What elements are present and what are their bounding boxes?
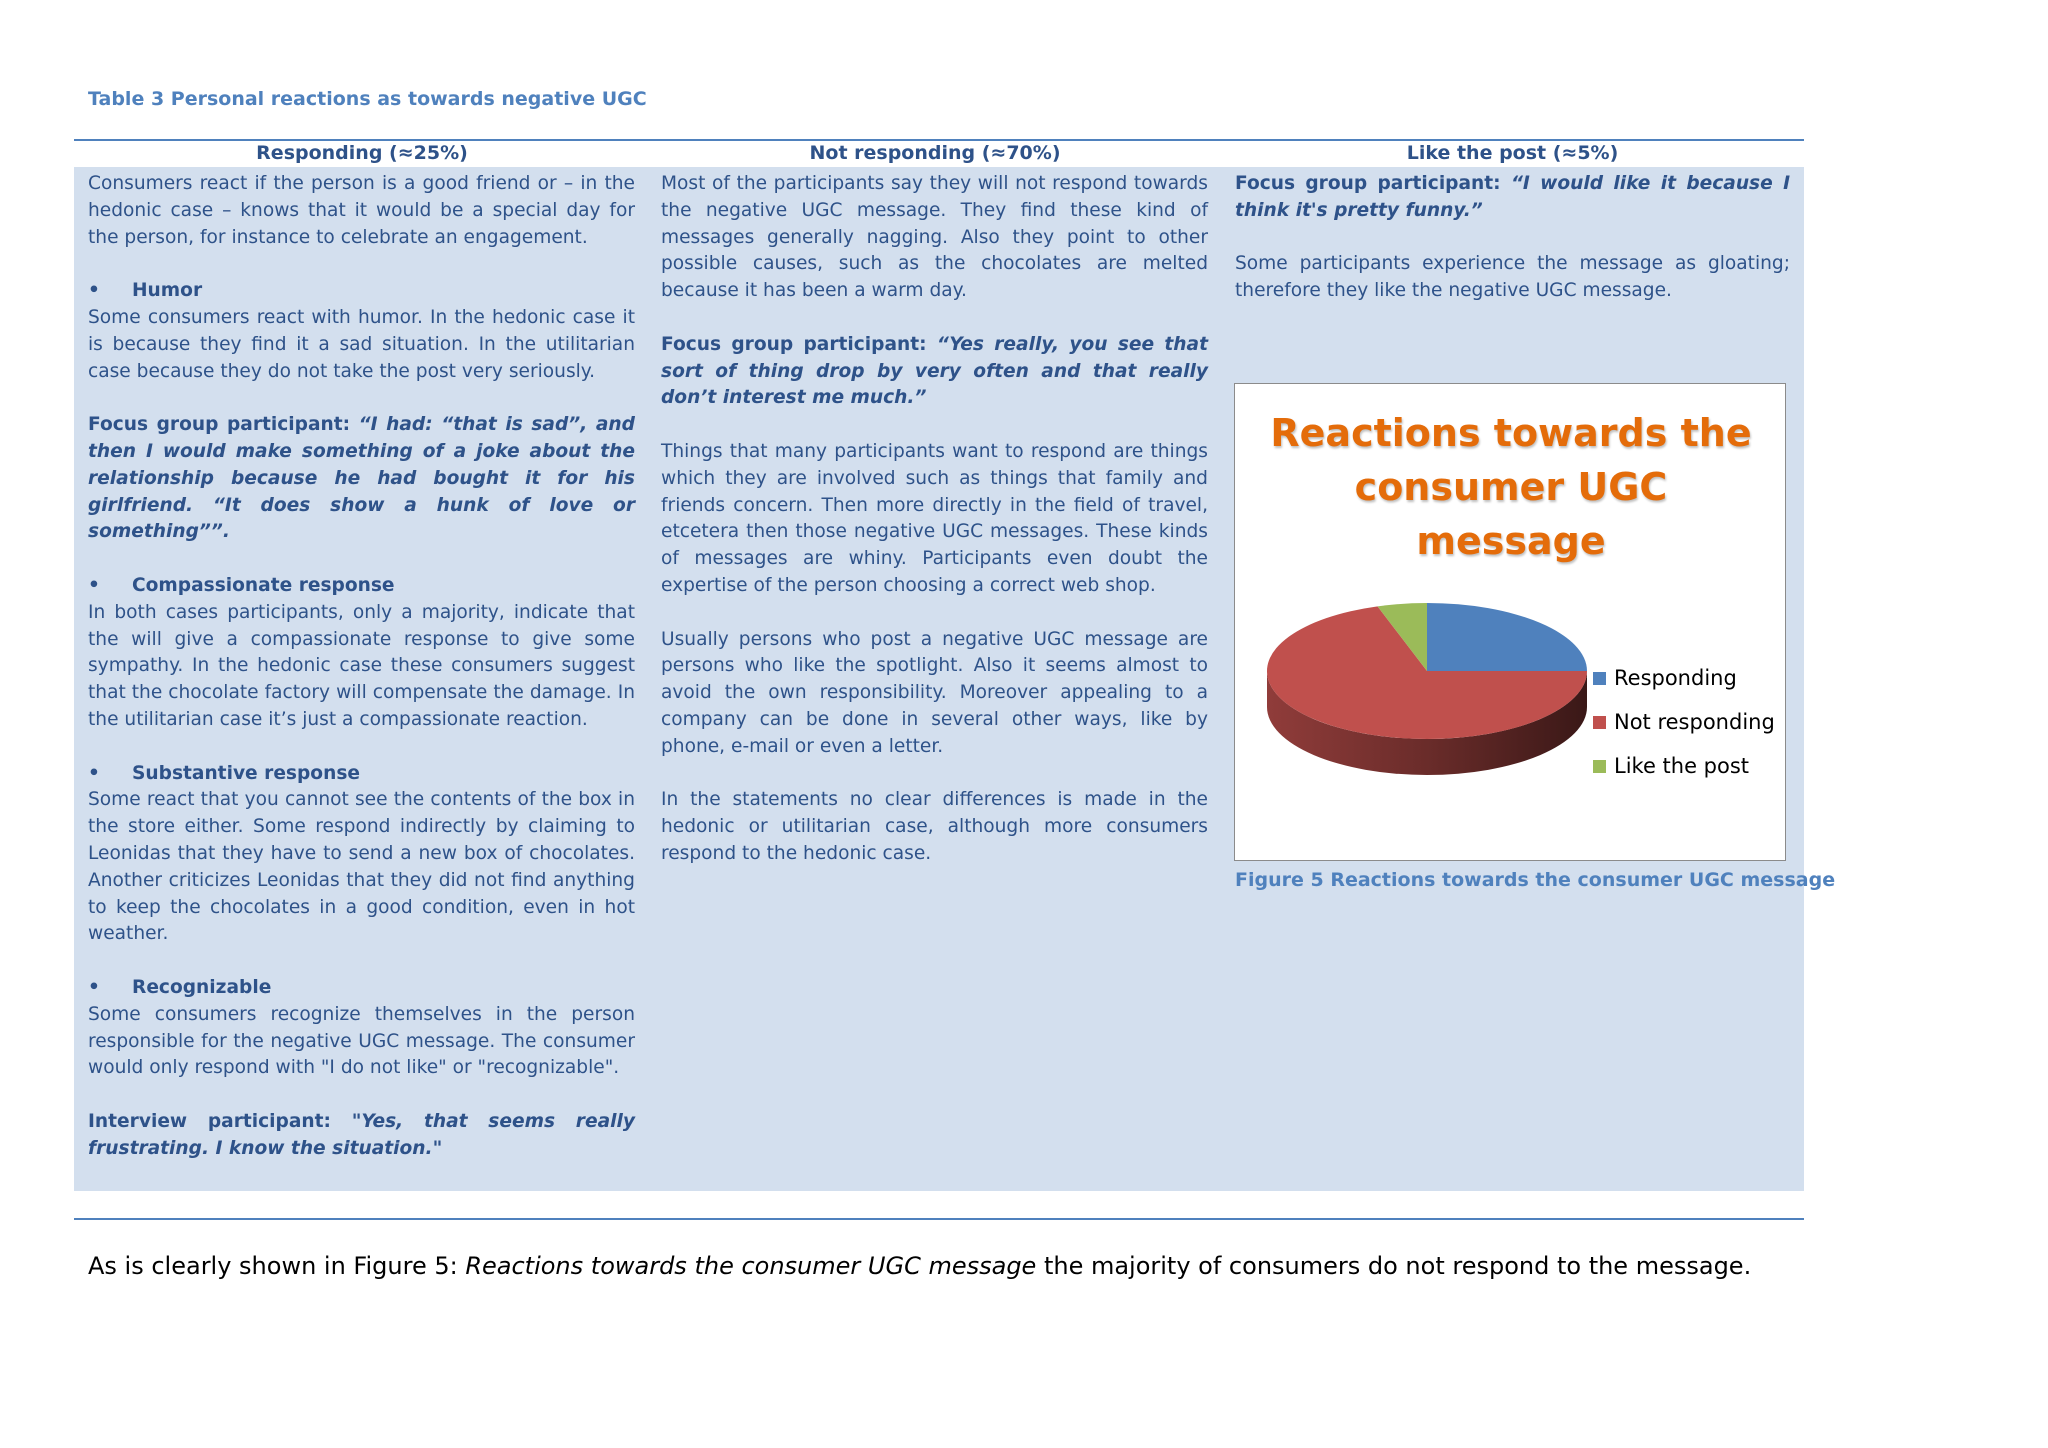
header-not-responding: Not responding (≈70%): [809, 142, 1061, 164]
recognizable-quote: Interview participant: "Yes, that seems really frustrating. I know the situation.": [88, 1110, 635, 1159]
not-responding-p4: In the statements no clear differences is made in the hedonic or utilitarian case, although more consumers respond to the hedonic case.: [661, 789, 1208, 864]
bullet-compassionate: • Compassionate response: [88, 574, 395, 596]
pie-chart: [1234, 383, 1786, 861]
recognizable-text: Some consumers recognize themselves in the person responsible for the negative UGC message. The consumer would only respond with "I do not like" or "recognizable".: [88, 1003, 635, 1079]
table-top-rule: [74, 139, 1804, 141]
legend-swatch: [1593, 672, 1606, 685]
body-paragraph: As is clearly shown in Figure 5: Reactions towards the consumer UGC message the majority of consumers do not respond to the message.: [88, 1252, 1752, 1280]
humor-text: Some consumers react with humor. In the hedonic case it is because they find it a sad situation. In the utilitarian case because they do not take the post very seriously.: [88, 306, 635, 382]
figure-caption: Figure 5 Reactions towards the consumer UGC message: [1235, 869, 1836, 891]
substantive-text: Some react that you cannot see the contents of the box in the store either. Some respond indirectly by claiming to Leonidas that they have to send a new box of chocolates. Another criticizes Leonidas that they did not find anything to keep the chocolates in a good condition, even in hot weather.: [88, 789, 635, 945]
table-bottom-rule: [74, 1218, 1804, 1220]
chart-legend: [1593, 656, 1775, 788]
legend-swatch: [1593, 716, 1606, 729]
not-responding-quote: Focus group participant: “Yes really, you see that sort of thing drop by very often and that really don’t interest me much.”: [661, 333, 1208, 409]
pie-slice-responding: [1427, 603, 1587, 671]
bullet-humor: • Humor: [88, 280, 203, 302]
bullet-substantive: • Substantive response: [88, 762, 360, 784]
column-like-post: [1235, 171, 1790, 332]
legend-item-like-post: Like the post: [1593, 744, 1775, 788]
not-responding-p2: Things that many participants want to respond are things which they are involved such as things that family and friends concern. Then more directly in the field of travel, etcetera then those negative UGC messages. These kinds of messages are whiny. Participants even doubt the expertise of the person choosing a correct web shop.: [661, 440, 1208, 596]
like-post-quote: Focus group participant: “I would like it because I think it's pretty funny.”: [1235, 173, 1790, 221]
not-responding-p3: Usually persons who post a negative UGC message are persons who like the spotlight. Also it seems almost to avoid the own responsibility. Moreover appealing to a company can be done in several other ways, like by phone, e-mail or even a letter.: [661, 628, 1208, 757]
like-post-p1: Some participants experience the message as gloating; therefore they like the negative UGC message.: [1235, 253, 1790, 302]
compassionate-text: In both cases participants, only a majority, indicate that the will give a compassionate response to give some sympathy. In the hedonic case these consumers suggest that the chocolate factory will compensate the damage. In the utilitarian case it’s just a compassionate reaction.: [88, 601, 635, 730]
pie-svg: [1235, 384, 1787, 862]
header-responding: Responding (≈25%): [256, 142, 468, 164]
responding-intro: Consumers react if the person is a good friend or – in the hedonic case – knows that it would be a special day for the person, for instance to celebrate an engagement.: [88, 173, 635, 248]
not-responding-p1: Most of the participants say they will not respond towards the negative UGC message. They find these kind of messages generally nagging. Also they point to other possible causes, such as the chocolates are melted because it has been a warm day.: [661, 173, 1208, 302]
legend-item-not-responding: Not responding: [1593, 700, 1775, 744]
bullet-recognizable: • Recognizable: [88, 976, 272, 998]
legend-swatch: [1593, 760, 1606, 773]
legend-item-responding: Responding: [1593, 656, 1775, 700]
header-like-post: Like the post (≈5%): [1406, 142, 1619, 164]
humor-quote: Focus group participant: “I had: “that is sad”, and then I would make something of a joke about the relationship because he had bought it for his girlfriend. “It does show a hunk of love or something””.: [88, 414, 635, 543]
column-not-responding: [661, 171, 1208, 895]
chart-title: Reactions towards the consumer UGC message: [1270, 411, 1752, 563]
column-responding: [88, 171, 635, 1189]
table-caption: Table 3 Personal reactions as towards negative UGC: [88, 88, 647, 110]
